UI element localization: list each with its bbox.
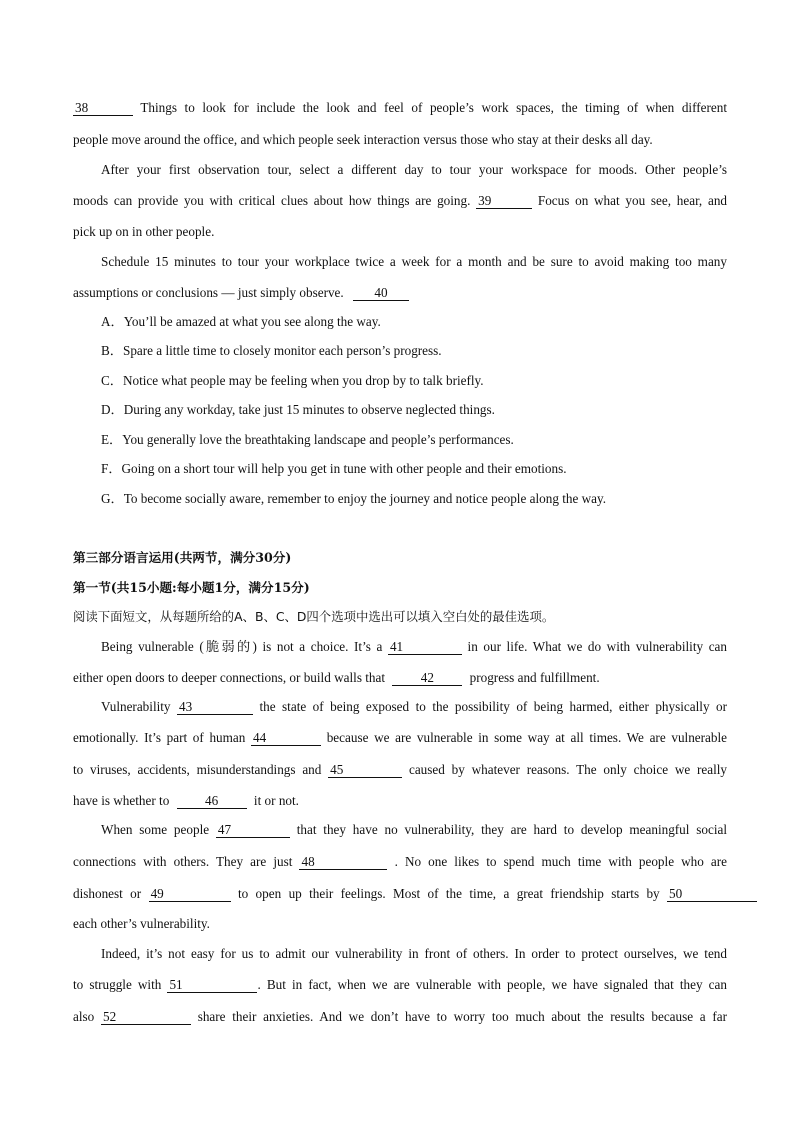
answer-blank-46[interactable]: 46 — [177, 794, 247, 809]
text-segment: When some people — [101, 822, 210, 837]
answer-blank-52[interactable]: 52 — [101, 1010, 191, 1025]
text-segment: also — [73, 1009, 95, 1024]
answer-blank-40[interactable]: 40 — [353, 286, 409, 301]
text-line — [73, 670, 727, 686]
text-line — [101, 822, 727, 838]
text-line: people move around the office, and which people seek interaction versus those who stay at their desks all day. — [73, 132, 653, 147]
answer-blank-42[interactable]: 42 — [392, 671, 462, 686]
text-segment: have is whether to — [73, 793, 170, 808]
text-segment: it or not. — [253, 793, 299, 808]
text-segment: the state of being exposed to the possibility of being harmed, either physically or — [259, 699, 727, 714]
answer-blank-43[interactable]: 43 — [177, 700, 253, 715]
answer-blank-38[interactable]: 38 — [73, 101, 133, 116]
text-line — [73, 730, 727, 746]
section-heading: 第一节(共15小题:每小题1分，满分15分) — [73, 580, 310, 595]
text-line — [73, 100, 727, 116]
text-segment: Vulnerability — [101, 699, 171, 714]
option-d: D．During any workday, take just 15 minutes to observe neglected things. — [101, 402, 495, 417]
text-line — [73, 886, 757, 902]
part-heading: 第三部分语言运用(共两节，满分30分) — [73, 550, 292, 565]
answer-blank-48[interactable]: 48 — [299, 855, 387, 870]
paragraph-start: Schedule 15 minutes to tour your workplace twice a week for a month and be sure to avoid making too many — [101, 254, 727, 269]
text-line: pick up on in other people. — [73, 224, 215, 239]
text-segment: to open up their feelings. Most of the time, a great friendship starts by — [237, 886, 660, 901]
answer-blank-51[interactable]: 51 — [167, 978, 257, 993]
answer-blank-50[interactable]: 50 — [667, 887, 757, 902]
text-segment: to viruses, accidents, misunderstandings and — [73, 762, 322, 777]
option-f: F．Going on a short tour will help you get in tune with other people and their emotions. — [101, 461, 567, 476]
answer-blank-45[interactable]: 45 — [328, 763, 402, 778]
text-line — [73, 1009, 727, 1025]
text-segment: connections with others. They are just — [73, 854, 293, 869]
answer-blank-49[interactable]: 49 — [149, 887, 231, 902]
option-b: B．Spare a little time to closely monitor each person’s progress. — [101, 343, 442, 358]
text-segment: Focus on what you see, hear, and — [537, 193, 728, 208]
text-segment: emotionally. It’s part of human — [73, 730, 246, 745]
option-e: E．You generally love the breathtaking landscape and people’s performances. — [101, 432, 514, 447]
option-g: G．To become socially aware, remember to enjoy the journey and notice people along the way. — [101, 491, 607, 506]
text-segment: progress and fulfillment. — [469, 670, 600, 685]
text-segment: because we are vulnerable in some way at all times. We are vulnerable — [326, 730, 728, 745]
text-segment: . No one likes to spend much time with people who are — [394, 854, 728, 869]
instruction: 阅读下面短文，从每题所给的A、B、C、D四个选项中选出可以填入空白处的最佳选项。 — [73, 609, 555, 624]
option-a: A．You’ll be amazed at what you see along the way. — [101, 314, 381, 329]
text-segment: moods can provide you with critical clues about how things are going. — [73, 193, 471, 208]
answer-blank-39[interactable]: 39 — [476, 194, 532, 209]
text-segment: Things to look for include the look and feel of people’s work spaces, the timing of when different — [140, 100, 727, 115]
text-segment: that they have no vulnerability, they are hard to develop meaningful social — [296, 822, 728, 837]
text-line — [73, 793, 727, 809]
answer-blank-47[interactable]: 47 — [216, 823, 290, 838]
text-segment: to struggle with — [73, 977, 162, 992]
text-segment: Being vulnerable (脆弱的) is not a choice. It’s a — [101, 639, 383, 654]
paragraph-start: After your first observation tour, select a different day to tour your workspace for moods. Other people’s — [101, 162, 727, 177]
text-segment: caused by whatever reasons. The only choice we really — [408, 762, 728, 777]
text-segment: either open doors to deeper connections, or build walls that — [73, 670, 386, 685]
text-line — [73, 285, 727, 301]
text-line — [73, 762, 727, 778]
text-line: each other’s vulnerability. — [73, 916, 210, 931]
answer-blank-41[interactable]: 41 — [388, 640, 462, 655]
text-line — [73, 193, 727, 209]
answer-blank-44[interactable]: 44 — [251, 731, 321, 746]
text-segment: share their anxieties. And we don’t have to worry too much about the results because a far — [197, 1009, 728, 1024]
text-segment: in our life. What we do with vulnerability can — [467, 639, 727, 654]
text-line — [101, 639, 727, 655]
option-c: C．Notice what people may be feeling when you drop by to talk briefly. — [101, 373, 484, 388]
text-segment: dishonest or — [73, 886, 142, 901]
text-segment: . But in fact, when we are vulnerable with people, we have signaled that they can — [257, 977, 727, 992]
text-segment: assumptions or conclusions — just simply observe. — [73, 285, 344, 300]
paragraph-start: Indeed, it’s not easy for us to admit our vulnerability in front of others. In order to protect ourselves, we tend — [101, 946, 727, 961]
text-line — [73, 854, 727, 870]
text-line — [101, 699, 727, 715]
text-line — [73, 977, 727, 993]
